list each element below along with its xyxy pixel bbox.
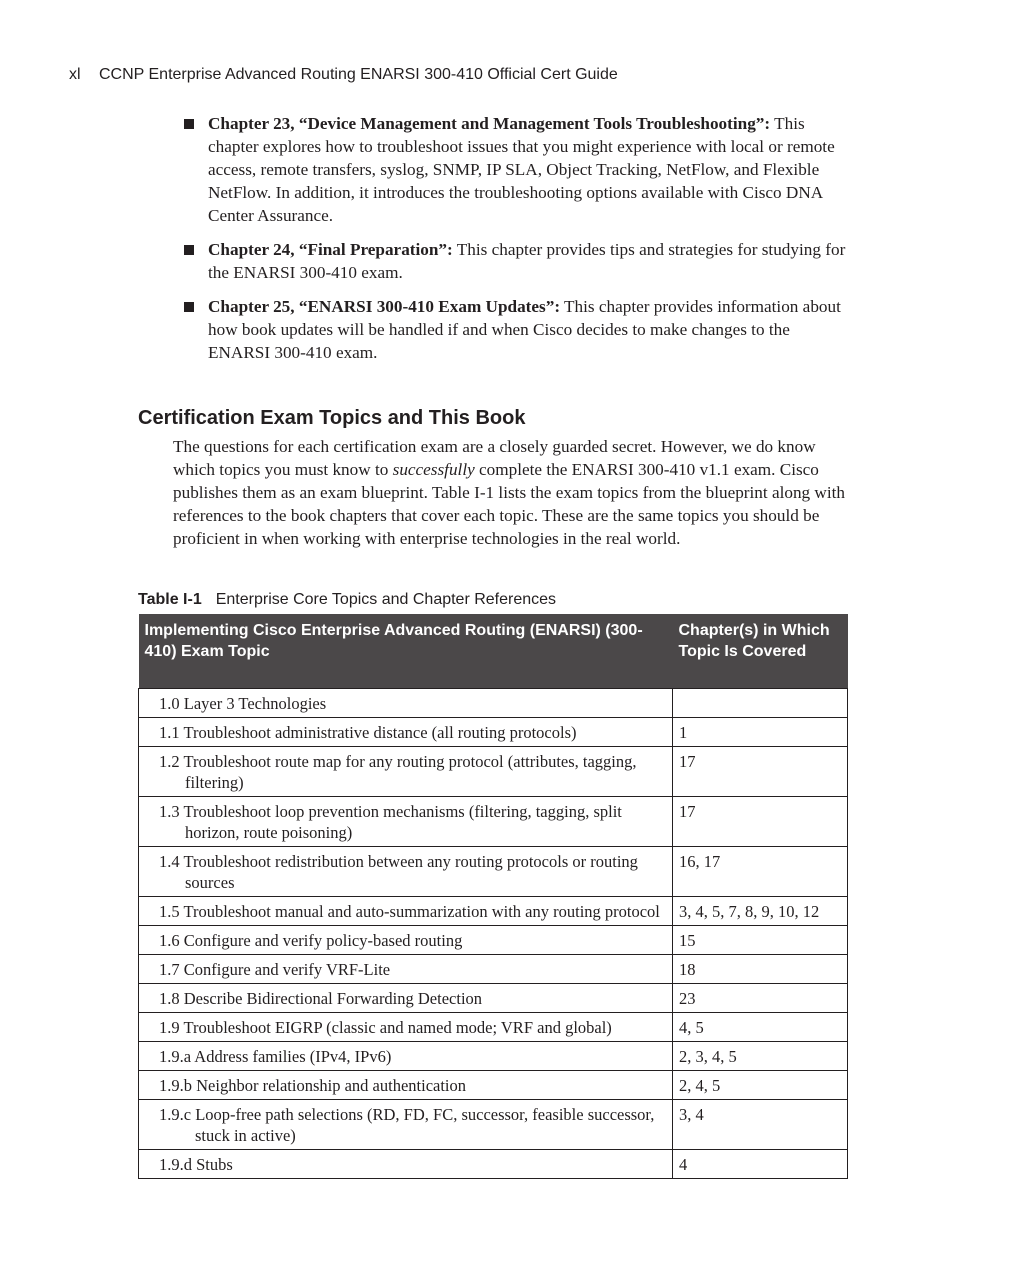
bullet-square-icon (184, 245, 194, 255)
intro-text-end: complete the ENARSI 300-410 v1.1 exam. Cisco publishes them as an exam blueprint. Table I-1 lists the exam topics from the blueprint along with references to the book chapters that cover each topic. These are the same topics you should be proficient in when working with enterprise technologies in the real world. (173, 460, 845, 548)
table-row (139, 984, 848, 1013)
table-row (139, 926, 848, 955)
topic-cell (139, 1071, 673, 1100)
topic-text: 1.9.c Loop-free path selections (RD, FD, FC, successor, feasible successor, stuck in active) (159, 1105, 655, 1145)
topic-text: 1.1 Troubleshoot administrative distance (all routing protocols) (159, 723, 577, 742)
chapters-cell: 17 (673, 797, 848, 847)
topic-cell (139, 689, 673, 718)
topic-cell (139, 984, 673, 1013)
topic-cell (139, 797, 673, 847)
chapters-cell: 4 (673, 1150, 848, 1179)
chapters-cell: 1 (673, 718, 848, 747)
bullet-square-icon (184, 119, 194, 129)
table-row (139, 897, 848, 926)
topic-cell (139, 1100, 673, 1150)
table-row (139, 1071, 848, 1100)
chapter-lead: Chapter 23, “Device Management and Management Tools Troubleshooting”: (208, 114, 771, 133)
chapters-cell: 17 (673, 747, 848, 797)
topic-cell (139, 897, 673, 926)
chapters-cell: 15 (673, 926, 848, 955)
chapters-cell: 2, 3, 4, 5 (673, 1042, 848, 1071)
topic-text: 1.9.a Address families (IPv4, IPv6) (159, 1047, 392, 1066)
topic-text: 1.3 Troubleshoot loop prevention mechanisms (filtering, tagging, split horizon, route poisoning) (159, 802, 622, 842)
intro-emphasis: successfully (392, 460, 475, 479)
topic-cell (139, 847, 673, 897)
topic-cell (139, 926, 673, 955)
topic-text: 1.9.b Neighbor relationship and authentication (159, 1076, 467, 1095)
chapter-lead: Chapter 24, “Final Preparation”: (208, 240, 453, 259)
chapters-cell: 23 (673, 984, 848, 1013)
chapters-cell (673, 689, 848, 718)
table-row (139, 718, 848, 747)
list-item (184, 112, 854, 227)
exam-topics-table (138, 614, 848, 1179)
topic-cell (139, 718, 673, 747)
chapters-cell: 18 (673, 955, 848, 984)
topic-text: 1.5 Troubleshoot manual and auto-summarization with any routing protocol (159, 902, 660, 921)
table-caption (138, 591, 556, 609)
running-head (69, 66, 618, 84)
topic-text: 1.6 Configure and verify policy-based routing (159, 931, 463, 950)
topic-text: 1.0 Layer 3 Technologies (159, 694, 327, 713)
header-topic: Implementing Cisco Enterprise Advanced Routing (ENARSI) (300-410) Exam Topic (139, 614, 673, 689)
table-title: Enterprise Core Topics and Chapter References (215, 591, 557, 608)
table-row (139, 1042, 848, 1071)
chapters-cell: 3, 4 (673, 1100, 848, 1150)
table-row (139, 1013, 848, 1042)
list-item (184, 295, 854, 364)
topic-cell (139, 747, 673, 797)
topic-text: 1.4 Troubleshoot redistribution between any routing protocols or routing sources (159, 852, 638, 892)
book-title: CCNP Enterprise Advanced Routing ENARSI 300-410 Official Cert Guide (99, 66, 618, 83)
topic-cell (139, 1042, 673, 1071)
header-chapters: Chapter(s) in Which Topic Is Covered (673, 614, 848, 689)
chapters-cell: 16, 17 (673, 847, 848, 897)
chapters-cell: 4, 5 (673, 1013, 848, 1042)
topic-cell (139, 1150, 673, 1179)
table-header-row (139, 614, 848, 689)
table-row (139, 1100, 848, 1150)
table-row (139, 847, 848, 897)
chapter-description: This chapter explores how to troubleshoot issues that you might experience with local or remote access, remote transfers, syslog, SNMP, IP SLA, Object Tracking, NetFlow, and Flexible NetFlow. In addition, it introduces the troubleshooting options available with Cisco DNA Center Assurance. (208, 114, 835, 225)
topic-cell (139, 955, 673, 984)
section-heading: Certification Exam Topics and This Book (138, 407, 526, 429)
bullet-square-icon (184, 302, 194, 312)
intro-text-start: The questions for each certification exam are a closely guarded secret. However, we do know which topics you must know to (173, 437, 816, 479)
table-row (139, 747, 848, 797)
chapter-list (184, 112, 854, 375)
topic-cell (139, 1013, 673, 1042)
table-row (139, 689, 848, 718)
chapter-description: This chapter provides information about how book updates will be handled if and when Cisco decides to make changes to the ENARSI 300-410 exam. (208, 297, 841, 362)
chapters-cell: 3, 4, 5, 7, 8, 9, 10, 12 (673, 897, 848, 926)
page-folio: xl (69, 66, 81, 83)
topic-text: 1.2 Troubleshoot route map for any routing protocol (attributes, tagging, filtering) (159, 752, 637, 792)
table-row (139, 797, 848, 847)
topic-text: 1.7 Configure and verify VRF-Lite (159, 960, 391, 979)
table-row (139, 955, 848, 984)
topic-text: 1.8 Describe Bidirectional Forwarding Detection (159, 989, 483, 1008)
chapter-description: This chapter provides tips and strategies for studying for the ENARSI 300-410 exam. (208, 240, 846, 282)
table-number: Table I-1 (138, 591, 202, 608)
chapters-cell: 2, 4, 5 (673, 1071, 848, 1100)
topic-text: 1.9 Troubleshoot EIGRP (classic and named mode; VRF and global) (159, 1018, 612, 1037)
topic-text: 1.9.d Stubs (159, 1155, 233, 1174)
table-row (139, 1150, 848, 1179)
section-intro (173, 435, 853, 550)
chapter-lead: Chapter 25, “ENARSI 300-410 Exam Updates”: (208, 297, 561, 316)
list-item (184, 238, 854, 284)
